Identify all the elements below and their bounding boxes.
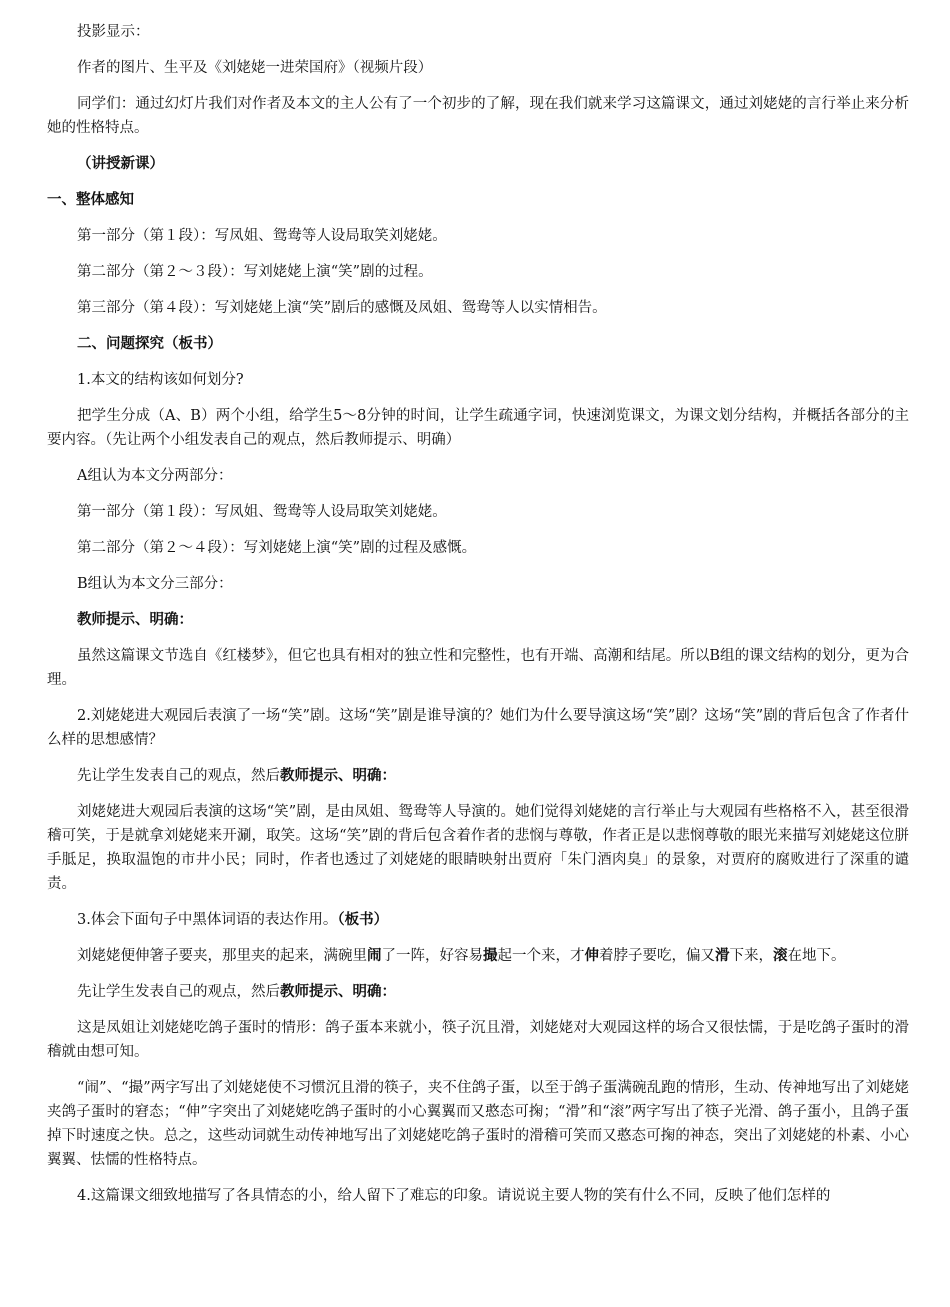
heading-new-lesson: （讲授新课）: [77, 155, 164, 172]
document-page: [47, 20, 909, 1220]
quote-seg: 起一个来，才: [497, 948, 585, 964]
quote-bold-word: 滑: [715, 947, 730, 964]
paragraph-a-part-two: 第二部分（第２～４段）：写刘姥姥上演“笑”剧的过程及感慨。: [77, 540, 477, 556]
question-four: 4.这篇课文细致地描写了各具情态的小，给人留下了难忘的印象。请说说主要人物的笑有什么不同，反映了他们怎样的: [77, 1188, 831, 1204]
quote-seg: 在地下。: [787, 948, 846, 964]
teacher-hint-bold: 教师提示、明确：: [280, 983, 396, 1000]
paragraph-part-three: 第三部分（第４段）：写刘姥姥上演“笑”剧后的感慨及凤姐、鸳鸯等人以实情相告。: [77, 300, 607, 316]
paragraph-prompt-3: [47, 980, 909, 1004]
paragraph-projection: 投影显示：: [77, 24, 150, 40]
paragraph-structure-answer: 虽然这篇课文节选自《红楼梦》，但它也具有相对的独立性和完整性，也有开端、高潮和结尾。所以B组的课文结构的划分，更为合理。: [47, 648, 909, 688]
paragraph-answer-3b: “闹”、“撮”两字写出了刘姥姥使不习惯沉且滑的筷子，夹不住鸽子蛋，以至于鸽子蛋满碗乱跑的情形，生动、传神地写出了刘姥姥夹鸽子蛋时的窘态；“伸”字突出了刘姥姥吃鸽子蛋时的小心翼翼而又憨态可掬；“滑”和“滚”两字写出了筷子光滑、鸽子蛋小，且鸽子蛋掉下时速度之快。总之，这些动词就生动传神地写出了刘姥姥吃鸽子蛋时的滑稽可笑而又憨态可掬的神态，突出了刘姥姥的朴素、小心翼翼、怯懦的性格特点。: [47, 1080, 909, 1168]
paragraph-a-part-one: 第一部分（第１段）：写凤姐、鸳鸯等人设局取笑刘姥姥。: [77, 504, 447, 520]
paragraph-prompt-2: [47, 764, 909, 788]
question-text: 3.体会下面句子中黑体词语的表达作用。: [77, 912, 338, 928]
prompt-text: 先让学生发表自己的观点，然后: [77, 984, 280, 1000]
paragraph-answer-2: 刘姥姥进大观园后表演的这场“笑”剧，是由凤姐、鸳鸯等人导演的。她们觉得刘姥姥的言行举止与大观园有些格格不入，甚至很滑稽可笑，于是就拿刘姥姥来开涮，取笑。这场“笑”剧的背后包含着作者的悲悯与尊敬，作者正是以悲悯尊敬的眼光来描写刘姥姥这位胼手胝足，换取温饱的市井小民；同时，作者也透过了刘姥姥的眼睛映射出贾府「朱门酒肉臭」的景象，对贾府的腐败进行了深重的谴责。: [47, 804, 909, 892]
label-teacher-hint: 教师提示、明确：: [77, 611, 193, 628]
quote-seg: 了一阵，好容易: [381, 948, 483, 964]
quote-bold-word: 撮: [483, 947, 498, 964]
quote-seg: 刘姥姥便伸箸子要夹，那里夹的起来，满碗里: [77, 948, 367, 964]
quote-seg: 下来，: [729, 948, 773, 964]
paragraph-part-one: 第一部分（第１段）：写凤姐、鸳鸯等人设局取笑刘姥姥。: [77, 228, 447, 244]
heading-overall-perception: 一、整体感知: [47, 191, 134, 208]
paragraph-part-two: 第二部分（第２～３段）：写刘姥姥上演“笑”剧的过程。: [77, 264, 433, 280]
quote-bold-word: 伸: [584, 947, 599, 964]
quote-bold-word: 闹: [367, 947, 382, 964]
prompt-text: 先让学生发表自己的观点，然后: [77, 768, 280, 784]
paragraph-answer-3a: 这是凤姐让刘姥姥吃鸽子蛋时的情形：鸽子蛋本来就小，筷子沉且滑，刘姥姥对大观园这样的场合又很怯懦，于是吃鸽子蛋时的滑稽就由想可知。: [47, 1020, 909, 1060]
quote-seg: 着脖子要吃，偏又: [599, 948, 715, 964]
paragraph-group-task: 把学生分成（A、B）两个小组，给学生5～8分钟的时间，让学生疏通字词，快速浏览课文，为课文划分结构，并概括各部分的主要内容。（先让两个小组发表自己的观点，然后教师提示、明确）: [47, 408, 909, 448]
heading-problem-inquiry: 二、问题探究（板书）: [77, 335, 222, 352]
quote-bold-word: 滚: [773, 947, 788, 964]
question-three: [47, 908, 909, 932]
quote-sentence: [47, 944, 909, 968]
question-one: 1.本文的结构该如何划分?: [77, 372, 244, 388]
teacher-hint-bold: 教师提示、明确：: [280, 767, 396, 784]
paragraph-group-b: B组认为本文分三部分：: [77, 576, 233, 592]
paragraph-intro: 同学们：通过幻灯片我们对作者及本文的主人公有了一个初步的了解，现在我们就来学习这篇课文，通过刘姥姥的言行举止来分析她的性格特点。: [47, 96, 909, 136]
blackboard-tag: （板书）: [337, 911, 389, 928]
paragraph-group-a: A组认为本文分两部分：: [77, 468, 233, 484]
question-two: 2.刘姥姥进大观园后表演了一场“笑”剧。这场“笑”剧是谁导演的？她们为什么要导演这场“笑”剧？这场“笑”剧的背后包含了作者什么样的思想感情？: [47, 708, 909, 748]
paragraph-author-info: 作者的图片、生平及《刘姥姥一进荣国府》（视频片段）: [77, 60, 433, 76]
